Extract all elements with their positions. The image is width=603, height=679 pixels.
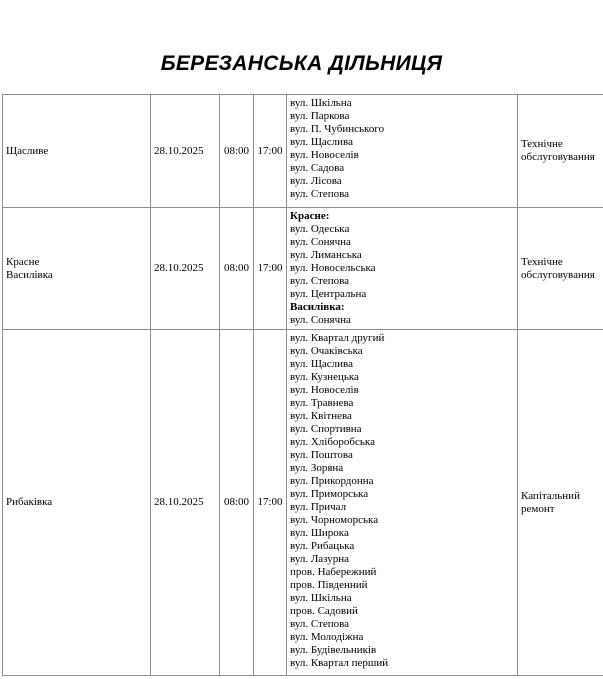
street-item: вул. Квартал перший [290, 657, 389, 669]
street-item: вул. П. Чубинського [290, 123, 385, 135]
street-item: вул. Одеська [290, 223, 350, 235]
street-item: вул. Степова [290, 618, 350, 630]
streets-cell [287, 95, 518, 208]
street-item: пров. Набережний [290, 566, 377, 578]
start-time-cell: 08:00 [220, 95, 254, 208]
street-item: вул. Приморська [290, 488, 369, 500]
streets-cell [287, 208, 518, 330]
table-row [3, 95, 603, 208]
end-time-cell: 17:00 [254, 208, 287, 330]
street-item: вул. Лісова [290, 175, 342, 187]
street-item: вул. Шкільна [290, 592, 352, 604]
work-type-cell: Технічне обслуговування [518, 208, 603, 330]
street-item: вул. Зоряна [290, 462, 344, 474]
street-item: вул. Садова [290, 162, 345, 174]
street-item: пров. Садовий [290, 605, 358, 617]
street-item: вул. Очаківська [290, 345, 363, 357]
date-cell: 28.10.2025 [151, 95, 220, 208]
locality-name: Красне [6, 255, 40, 268]
street-item: вул. Новоселів [290, 149, 359, 161]
outage-schedule-table [2, 94, 603, 676]
street-item: вул. Новоселів [290, 384, 359, 396]
locality-group-label: Красне: [290, 210, 330, 222]
street-item: вул. Лиманська [290, 249, 362, 261]
start-time-cell: 08:00 [220, 330, 254, 676]
street-item: вул. Прикордонна [290, 475, 374, 487]
locality-group-label: Василівка: [290, 301, 345, 313]
street-item: вул. Сонячна [290, 314, 351, 326]
street-item: вул. Паркова [290, 110, 350, 122]
street-item: вул. Будівельників [290, 644, 377, 656]
street-item: вул. Степова [290, 188, 350, 200]
street-item: вул. Хліборобська [290, 436, 375, 448]
locality-cell [3, 330, 151, 676]
street-item: вул. Чорноморська [290, 514, 379, 526]
work-type-cell: Технічне обслуговування [518, 95, 603, 208]
locality-cell [3, 95, 151, 208]
street-item: пров. Південний [290, 579, 368, 591]
street-item: вул. Лазурна [290, 553, 350, 565]
street-item: вул. Квітнева [290, 410, 352, 422]
street-item: вул. Спортивна [290, 423, 362, 435]
street-item: вул. Новосельська [290, 262, 376, 274]
street-item: вул. Щаслива [290, 358, 353, 370]
street-item: вул. Широка [290, 527, 349, 539]
street-item: вул. Щаслива [290, 136, 353, 148]
end-time-cell: 17:00 [254, 330, 287, 676]
streets-cell [287, 330, 518, 676]
street-item: вул. Центральна [290, 288, 367, 300]
street-item: вул. Рибацька [290, 540, 355, 552]
date-cell: 28.10.2025 [151, 330, 220, 676]
street-item: вул. Степова [290, 275, 350, 287]
street-item: вул. Травнева [290, 397, 354, 409]
work-type-cell: Капітальний ремонт [518, 330, 603, 676]
date-cell: 28.10.2025 [151, 208, 220, 330]
locality-cell [3, 208, 151, 330]
start-time-cell: 08:00 [220, 208, 254, 330]
street-item: вул. Поштова [290, 449, 353, 461]
table-row [3, 208, 603, 330]
street-item: вул. Шкільна [290, 97, 352, 109]
street-item: вул. Сонячна [290, 236, 351, 248]
locality-name: Щасливе [6, 144, 49, 157]
end-time-cell: 17:00 [254, 95, 287, 208]
street-item: вул. Причал [290, 501, 347, 513]
street-item: вул. Молодіжна [290, 631, 364, 643]
street-item: вул. Квартал другий [290, 332, 385, 344]
table-row [3, 330, 603, 676]
locality-name: Рибаківка [6, 496, 53, 508]
page-title: БЕРЕЗАНСЬКА ДІЛЬНИЦЯ [160, 52, 443, 75]
street-item: вул. Кузнецька [290, 371, 359, 383]
locality-name: Василівка [6, 268, 53, 281]
